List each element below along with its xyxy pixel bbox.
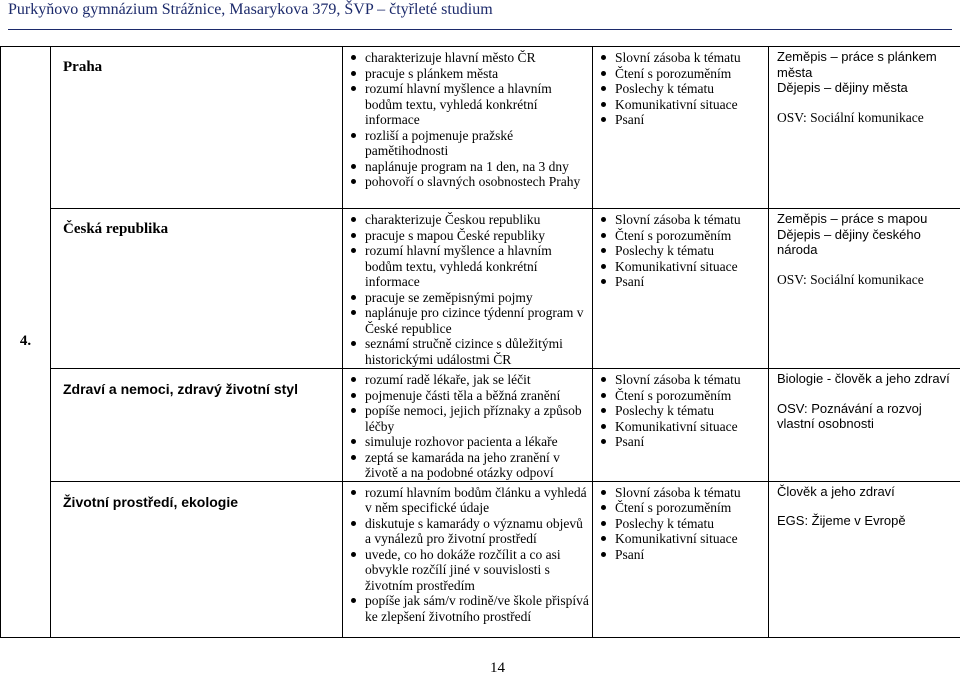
list-item: popíše jak sám/v rodině/ve škole přispívá ke zlepšení životního prostředí: [365, 593, 592, 624]
skills-cell: [593, 47, 769, 209]
outcomes-cell: [343, 209, 593, 369]
cross-line: OSV: Sociální komunikace: [777, 272, 960, 288]
list-item: Slovní zásoba k tématu: [615, 212, 768, 228]
list-item: naplánuje program na 1 den, na 3 dny: [365, 159, 592, 175]
list-item: Psaní: [615, 112, 768, 128]
outcomes-list: [343, 209, 592, 367]
cross-line: Člověk a jeho zdraví: [777, 484, 960, 500]
list-item: Slovní zásoba k tématu: [615, 372, 768, 388]
skills-cell: [593, 209, 769, 369]
list-item: uvede, co ho dokáže rozčílit a co asi obvykle rozčílí jiné v souvislosti s životním prostředím: [365, 547, 592, 594]
skills-list: [593, 209, 768, 290]
grade-number: 4.: [1, 47, 51, 638]
list-item: rozumí radě lékaře, jak se léčit: [365, 372, 592, 388]
list-item: charakterizuje hlavní město ČR: [365, 50, 592, 66]
list-item: Slovní zásoba k tématu: [615, 50, 768, 66]
list-item: Čtení s porozuměním: [615, 388, 768, 404]
cross-line: Biologie - člověk a jeho zdraví: [777, 371, 960, 387]
document-title: Purkyňovo gymnázium Strážnice, Masarykova 379, ŠVP – čtyřleté studium: [8, 1, 493, 19]
cross-line: OSV: Sociální komunikace: [777, 110, 960, 126]
list-item: pohovoří o slavných osobnostech Prahy: [365, 174, 592, 190]
cross-line: Zeměpis – práce s mapou: [777, 211, 960, 227]
list-item: rozumí hlavním bodům článku a vyhledá v něm specifické údaje: [365, 485, 592, 516]
cross-curricular-cell: [769, 481, 960, 637]
list-item: pracuje s plánkem města: [365, 66, 592, 82]
list-item: Komunikativní situace: [615, 97, 768, 113]
topic-cell: Zdraví a nemoci, zdravý životní styl: [51, 369, 343, 482]
page-number: 14: [490, 660, 505, 677]
skills-list: [593, 482, 768, 563]
list-item: pracuje se zeměpisnými pojmy: [365, 290, 592, 306]
outcomes-cell: [343, 47, 593, 209]
list-item: Čtení s porozuměním: [615, 66, 768, 82]
list-item: Čtení s porozuměním: [615, 500, 768, 516]
list-item: popíše nemoci, jejich příznaky a způsob léčby: [365, 403, 592, 434]
cross-line: Dějepis – dějiny českého národa: [777, 227, 960, 258]
outcomes-cell: [343, 369, 593, 482]
cross-line: OSV: Poznávání a rozvoj vlastní osobnosti: [777, 401, 960, 432]
list-item: Poslechy k tématu: [615, 403, 768, 419]
list-item: Poslechy k tématu: [615, 81, 768, 97]
cross-line: Zeměpis – práce s plánkem města: [777, 49, 960, 80]
cross-curricular-cell: [769, 47, 960, 209]
outcomes-cell: [343, 481, 593, 637]
outcomes-list: [343, 369, 592, 481]
list-item: Čtení s porozuměním: [615, 228, 768, 244]
list-item: pojmenuje části těla a běžná zranění: [365, 388, 592, 404]
curriculum-table: [0, 46, 960, 638]
list-item: zeptá se kamaráda na jeho zranění v životě a na podobné otázky odpoví: [365, 450, 592, 481]
topic-cell: Životní prostředí, ekologie: [51, 481, 343, 637]
list-item: rozumí hlavní myšlence a hlavním bodům textu, vyhledá konkrétní informace: [365, 81, 592, 128]
table-row: [1, 209, 960, 369]
cross-line: EGS: Žijeme v Evropě: [777, 513, 960, 529]
list-item: Komunikativní situace: [615, 259, 768, 275]
list-item: Psaní: [615, 274, 768, 290]
skills-list: [593, 369, 768, 450]
skills-cell: [593, 481, 769, 637]
skills-list: [593, 47, 768, 128]
table-row: [1, 369, 960, 482]
outcomes-list: [343, 482, 592, 625]
table-row: [1, 481, 960, 637]
list-item: naplánuje pro cizince týdenní program v České republice: [365, 305, 592, 336]
list-item: diskutuje s kamarády o významu objevů a vynálezů pro životní prostředí: [365, 516, 592, 547]
skills-cell: [593, 369, 769, 482]
topic-cell: Česká republika: [51, 209, 343, 369]
list-item: Slovní zásoba k tématu: [615, 485, 768, 501]
cross-curricular-cell: [769, 209, 960, 369]
list-item: rozliší a pojmenuje pražské pamětihodnosti: [365, 128, 592, 159]
list-item: Komunikativní situace: [615, 419, 768, 435]
topic-cell: Praha: [51, 47, 343, 209]
cross-line: Dějepis – dějiny města: [777, 80, 960, 96]
list-item: Psaní: [615, 434, 768, 450]
list-item: charakterizuje Českou republiku: [365, 212, 592, 228]
header-rule: [8, 29, 952, 30]
page-header: [0, 0, 960, 34]
list-item: seznámí stručně cizince s důležitými historickými událostmi ČR: [365, 336, 592, 367]
list-item: simuluje rozhovor pacienta a lékaře: [365, 434, 592, 450]
list-item: rozumí hlavní myšlence a hlavním bodům textu, vyhledá konkrétní informace: [365, 243, 592, 290]
list-item: Komunikativní situace: [615, 531, 768, 547]
outcomes-list: [343, 47, 592, 190]
list-item: pracuje s mapou České republiky: [365, 228, 592, 244]
list-item: Poslechy k tématu: [615, 516, 768, 532]
list-item: Psaní: [615, 547, 768, 563]
list-item: Poslechy k tématu: [615, 243, 768, 259]
table-row: [1, 47, 960, 209]
cross-curricular-cell: [769, 369, 960, 482]
